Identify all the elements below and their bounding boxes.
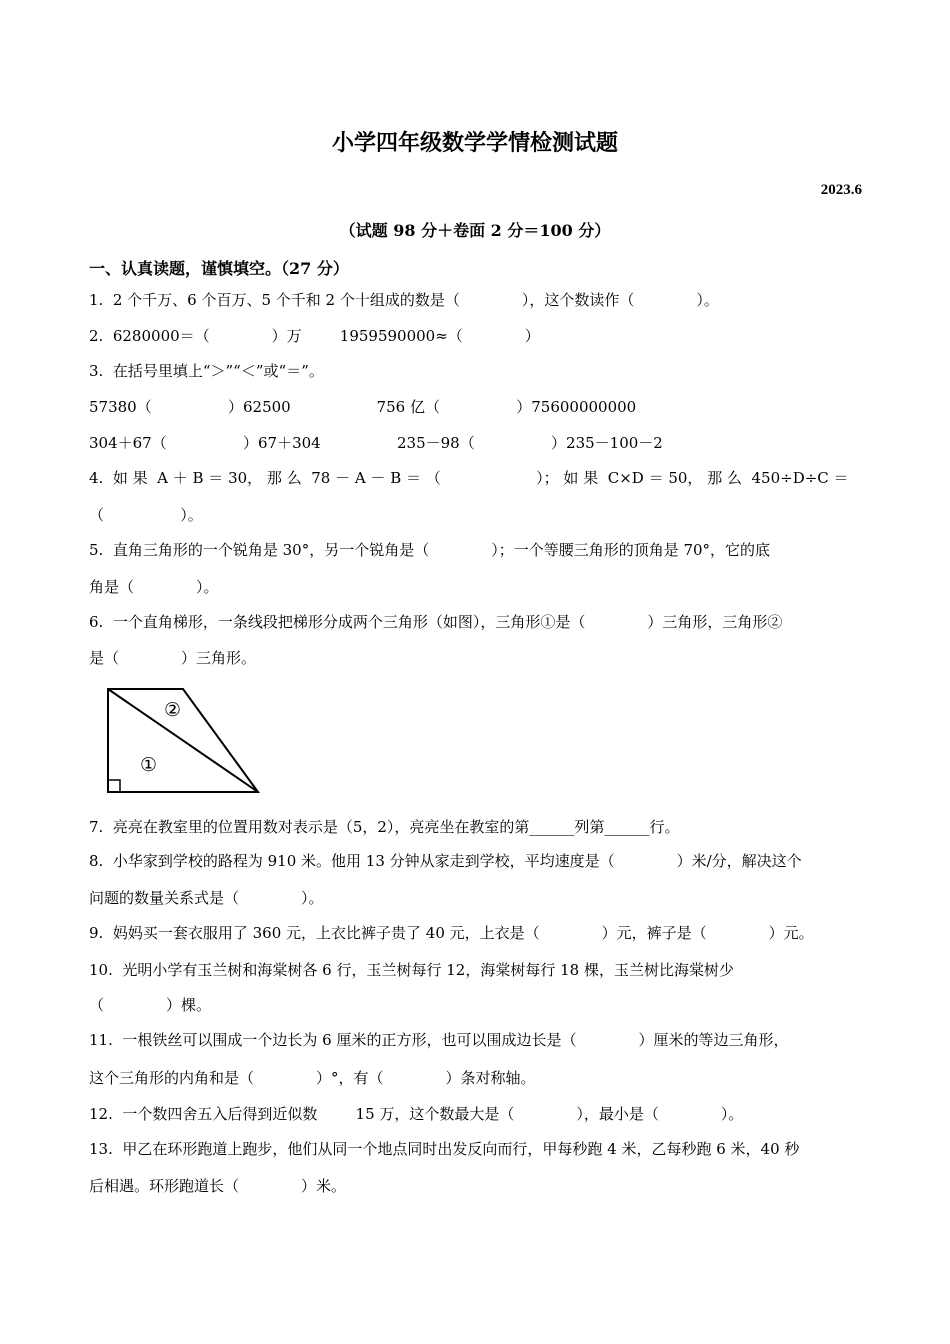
score-note: （试题 98 分＋卷面 2 分＝100 分）	[339, 221, 611, 240]
question-3-row-a: 57380（ ）62500 756 亿（ ）75600000000	[89, 398, 637, 416]
triangle-2-label: ②	[164, 699, 182, 721]
question-5: 5. 直角三角形的一个锐角是 30°，另一个锐角是（ ）；一个等腰三角形的顶角是 70°，它的底	[89, 541, 771, 559]
question-8-cont: 问题的数量关系式是（ ）。	[89, 889, 324, 907]
exam-date: 2023.6	[820, 182, 862, 198]
question-4: 4. 如 果 A ＋ B ＝ 30， 那 么 78 － A － B ＝ （ ）； 如 果 C×D ＝ 50， 那 么 450÷D÷C ＝	[89, 469, 849, 487]
question-13-cont: 后相遇。环形跑道长（ ）米。	[89, 1177, 346, 1195]
page-title: 小学四年级数学学情检测试题	[331, 130, 618, 156]
question-12: 12. 一个数四舍五入后得到近似数 15 万，这个数最大是（ ），最小是（ ）。	[89, 1105, 744, 1123]
question-8: 8. 小华家到学校的路程为 910 米。他用 13 分钟从家走到学校，平均速度是（ ）米/分，解决这个	[89, 852, 802, 870]
section-heading: 一、认真读题，谨慎填空。（27 分）	[89, 259, 349, 278]
question-10-cont: （ ）棵。	[89, 996, 211, 1014]
question-4-cont: （ ）。	[89, 506, 203, 524]
question-5-cont: 角是（ ）。	[89, 578, 219, 596]
question-11: 11. 一根铁丝可以围成一个边长为 6 厘米的正方形，也可以围成边长是（ ）厘米的等边三角形，	[89, 1031, 789, 1049]
right-angle-mark	[108, 780, 120, 792]
question-13: 13. 甲乙在环形跑道上跑步，他们从同一个地点同时出发反向而行，甲每秒跑 4 米，乙每秒跑 6 米，40 秒	[89, 1140, 800, 1158]
question-11-cont: 这个三角形的内角和是（ ）°，有（ ）条对称轴。	[89, 1069, 536, 1087]
question-1: 1. 2 个千万、6 个百万、5 个千和 2 个十组成的数是（ ），这个数读作（ ）。	[89, 291, 719, 309]
question-7: 7. 亮亮在教室里的位置用数对表示是（5，2），亮亮坐在教室的第______列第______行。	[89, 818, 680, 836]
question-3: 3. 在括号里填上“＞”“＜”或“＝”。	[89, 362, 324, 380]
question-6-cont: 是（ ）三角形。	[89, 649, 256, 667]
diagonal-line	[108, 689, 258, 792]
question-3-row-b: 304＋67（ ）67＋304 235－98（ ）235－100－2	[89, 434, 663, 452]
question-9: 9. 妈妈买一套衣服用了 360 元，上衣比裤子贵了 40 元，上衣是（ ）元，裤子是（ ）元。	[89, 924, 814, 942]
question-6: 6. 一个直角梯形，一条线段把梯形分成两个三角形（如图），三角形①是（ ）三角形，三角形②	[89, 613, 783, 631]
question-2: 2. 6280000＝（ ）万 1959590000≈（ ）	[89, 327, 540, 345]
question-10: 10. 光明小学有玉兰树和海棠树各 6 行，玉兰树每行 12，海棠树每行 18 棵，玉兰树比海棠树少	[89, 961, 734, 979]
trapezoid-figure	[100, 683, 265, 795]
triangle-1-label: ①	[140, 754, 158, 776]
